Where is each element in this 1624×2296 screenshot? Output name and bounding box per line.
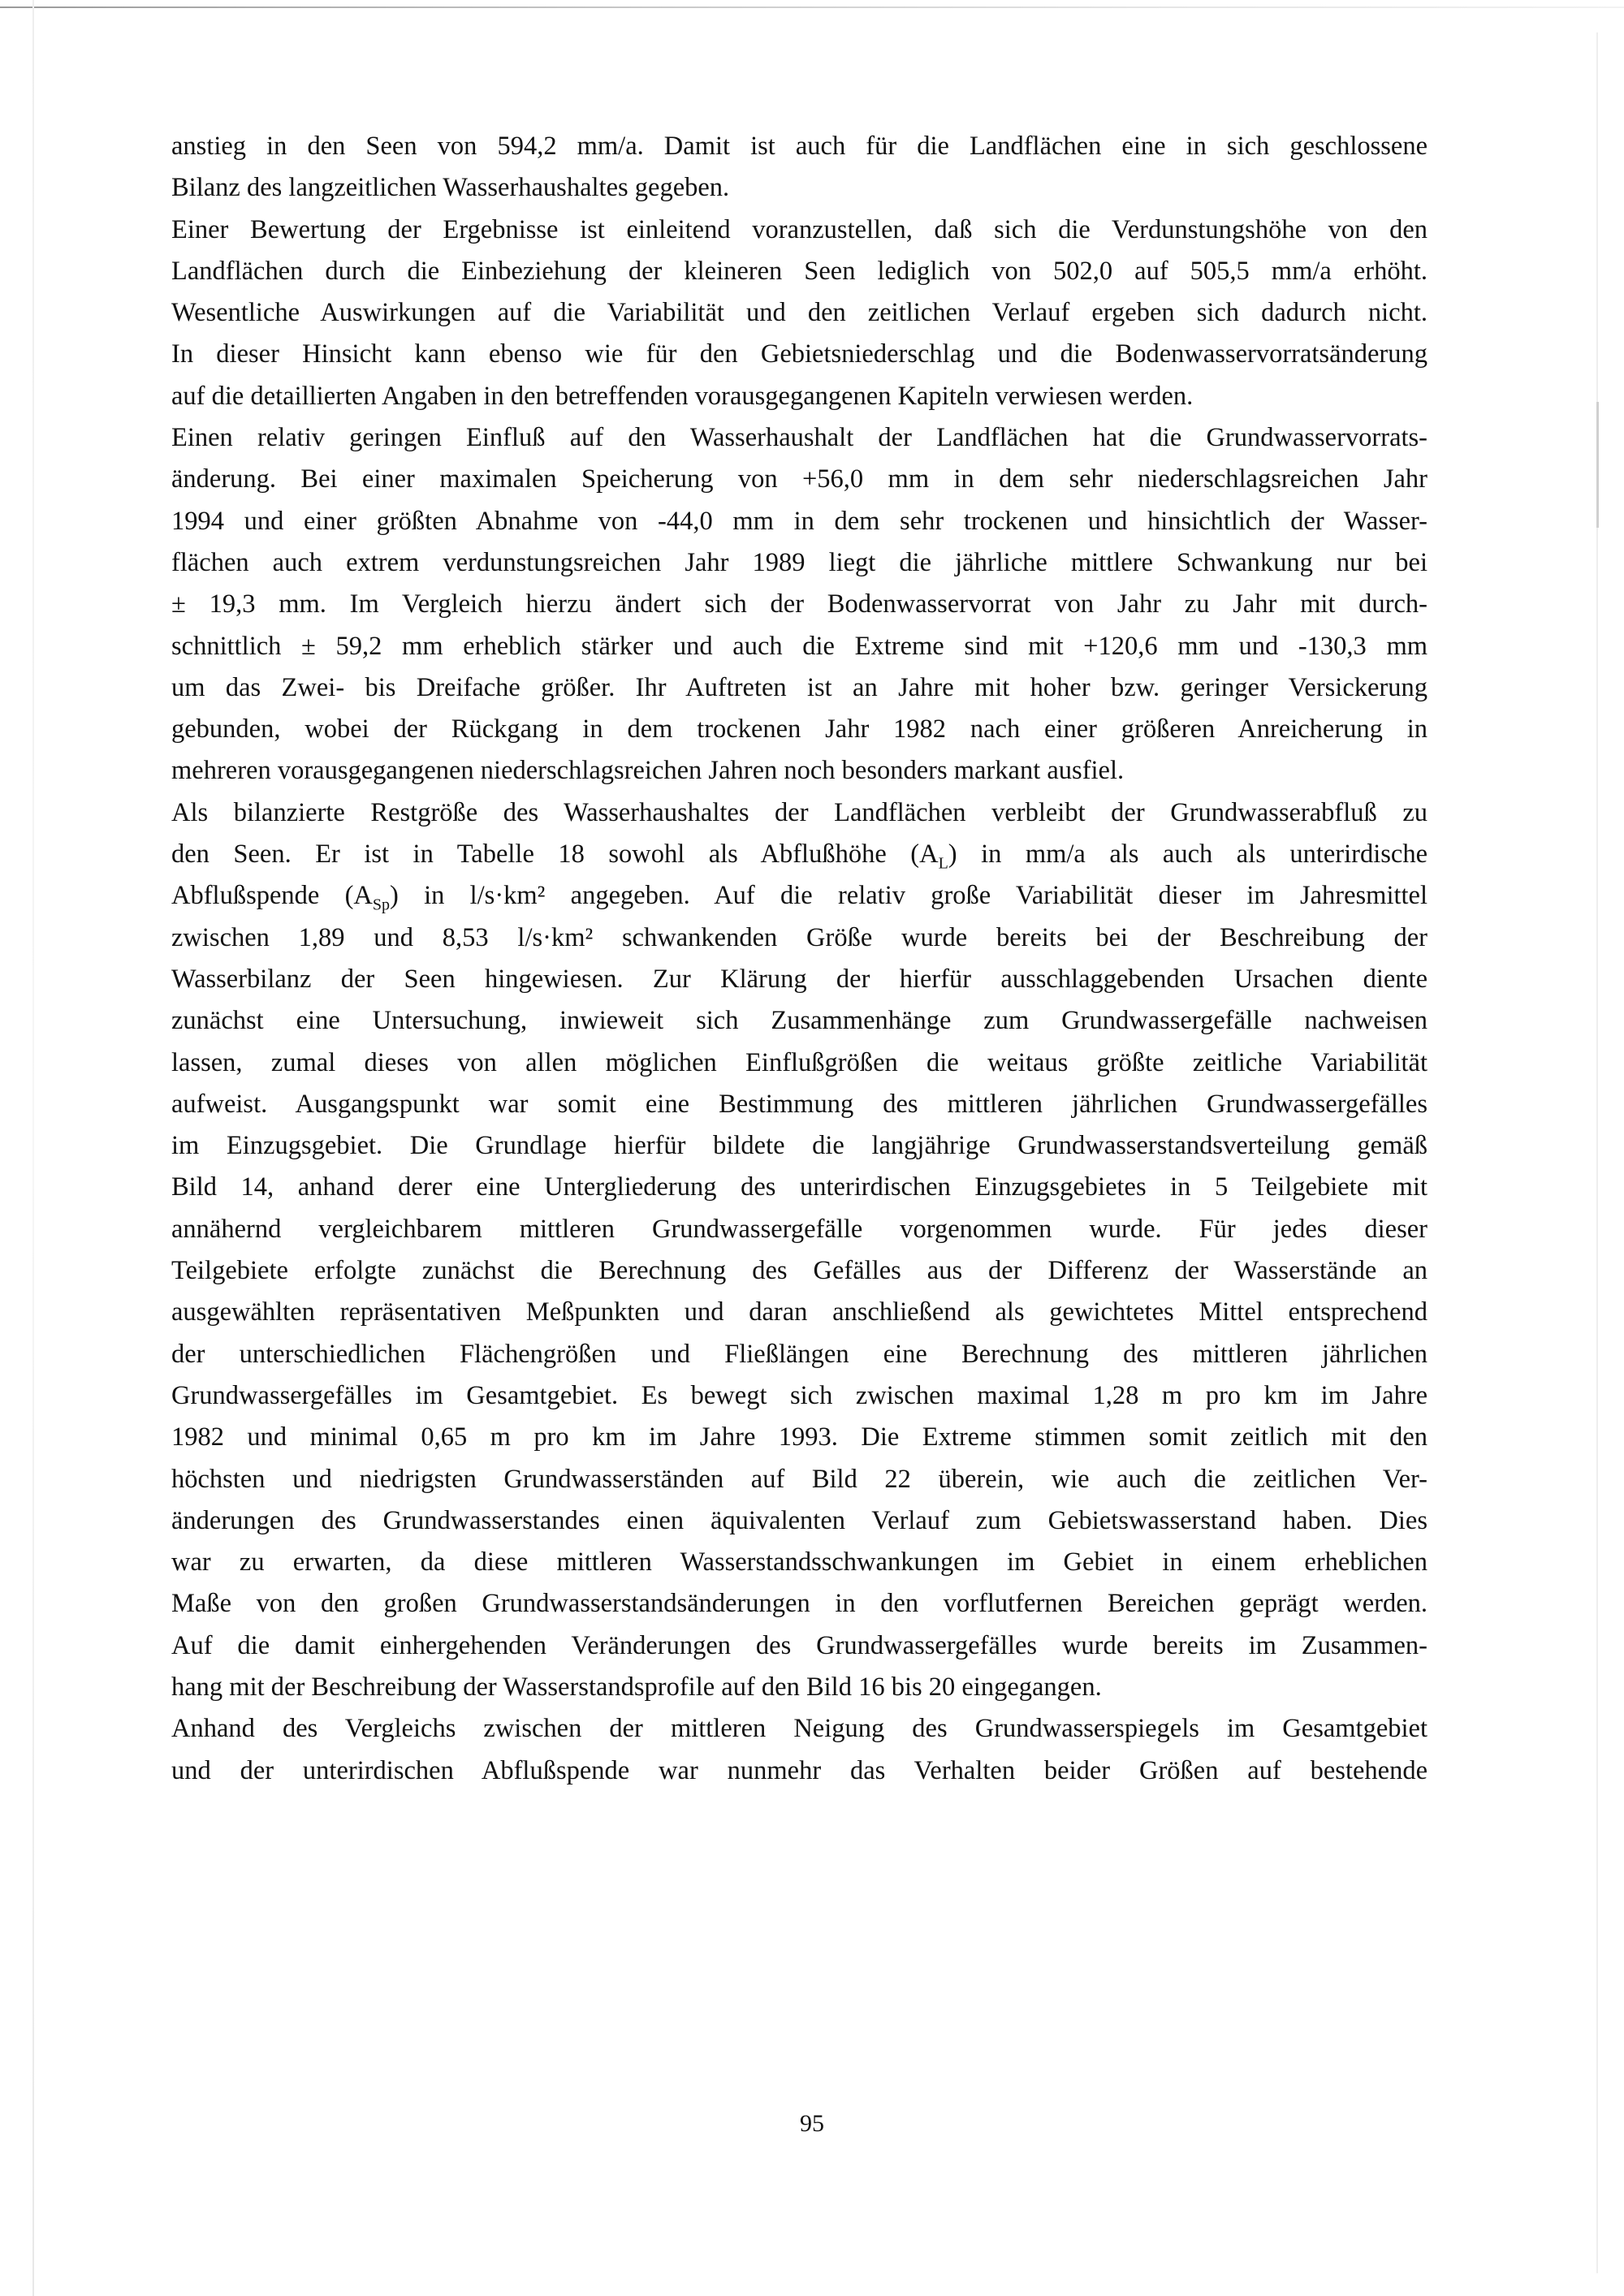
text-line: annähernd vergleichbarem mittleren Grundwassergefälle vorgenommen wurde. Für jedes dieser xyxy=(171,1214,1427,1244)
text-line: schnittlich ± 59,2 mm erheblich stärker und auch die Extreme sind mit +120,6 mm und -130,3 mm xyxy=(171,631,1427,661)
text-line: In dieser Hinsicht kann ebenso wie für den Gebietsniederschlag und die Bodenwasservorratsänderung xyxy=(171,339,1427,369)
text-line: auf die detaillierten Angaben in den betreffenden vorausgegangenen Kapiteln verwiesen werden. xyxy=(171,381,1194,411)
scan-mark-right xyxy=(1596,402,1599,528)
text-line: mehreren vorausgegangenen niederschlagsreichen Jahren noch besonders markant ausfiel. xyxy=(171,756,1125,786)
text-line: Bild 14, anhand derer eine Untergliederung des unterirdischen Einzugsgebietes in 5 Teilgebiete mit xyxy=(171,1172,1427,1202)
body-text xyxy=(171,126,1427,1792)
text-line: Wasserbilanz der Seen hingewiesen. Zur Klärung der hierfür ausschlaggebenden Ursachen diente xyxy=(171,964,1427,994)
text-line: änderungen des Grundwasserstandes einen äquivalenten Verlauf zum Gebietswasserstand haben. Dies xyxy=(171,1505,1427,1535)
text-line: ± 19,3 mm. Im Vergleich hierzu ändert sich der Bodenwasservorrat von Jahr zu Jahr mit durch- xyxy=(171,589,1427,619)
scan-edge-top xyxy=(0,6,1624,8)
text-line: Wesentliche Auswirkungen auf die Variabilität und den zeitlichen Verlauf ergeben sich dadurch nicht. xyxy=(171,298,1427,328)
text-line: Landflächen durch die Einbeziehung der kleineren Seen lediglich von 502,0 auf 505,5 mm/a erhöht. xyxy=(171,256,1427,286)
text-line: Auf die damit einhergehenden Veränderungen des Grundwassergefälles wurde bereits im Zusammen- xyxy=(171,1630,1427,1660)
scan-edge-left xyxy=(32,0,34,2296)
text-line: Anhand des Vergleichs zwischen der mittleren Neigung des Grundwasserspiegels im Gesamtgebiet xyxy=(171,1714,1427,1744)
text-line: Abflußspende $(A_{Sp})$ in l/s·km² angegeben. Auf die relativ große Variabilität dieser im Jahresmittel xyxy=(171,881,1427,914)
text-line: hang mit der Beschreibung der Wasserstandsprofile auf den Bild 16 bis 20 eingegangen. xyxy=(171,1672,1102,1702)
text-line: ausgewählten repräsentativen Meßpunkten und daran anschließend als gewichtetes Mittel entsprechend xyxy=(171,1297,1427,1327)
scan-edge-right xyxy=(1596,32,1598,2273)
text-line: im Einzugsgebiet. Die Grundlage hierfür bildete die langjährige Grundwasserstandsverteilung gemäß xyxy=(171,1131,1427,1161)
text-line: Maße von den großen Grundwasserstandsänderungen in den vorflutfernen Bereichen geprägt werden. xyxy=(171,1589,1427,1619)
text-line: gebunden, wobei der Rückgang in dem trockenen Jahr 1982 nach einer größeren Anreicherung in xyxy=(171,714,1427,744)
text-line: um das Zwei- bis Dreifache größer. Ihr Auftreten ist an Jahre mit hoher bzw. geringer Versickerung xyxy=(171,672,1427,702)
text-line: und der unterirdischen Abflußspende war nunmehr das Verhalten beider Größen auf bestehende xyxy=(171,1755,1427,1785)
text-line: lassen, zumal dieses von allen möglichen Einflußgrößen die weitaus größte zeitliche Variabilität xyxy=(171,1047,1427,1077)
text-line: anstieg in den Seen von 594,2 mm/a. Damit ist auch für die Landflächen eine in sich geschlossene xyxy=(171,132,1427,161)
text-line: zwischen 1,89 und 8,53 l/s·km² schwankenden Größe wurde bereits bei der Beschreibung der xyxy=(171,922,1427,952)
text-line: war zu erwarten, da diese mittleren Wasserstandsschwankungen im Gebiet in einem erheblichen xyxy=(171,1547,1427,1577)
text-line: Teilgebiete erfolgte zunächst die Berechnung des Gefälles aus der Differenz der Wasserstände an xyxy=(171,1256,1427,1286)
text-line: zunächst eine Untersuchung, inwieweit sich Zusammenhänge zum Grundwassergefälle nachweisen xyxy=(171,1006,1427,1036)
text-line: Grundwassergefälles im Gesamtgebiet. Es bewegt sich zwischen maximal 1,28 m pro km im Jahre xyxy=(171,1380,1427,1410)
text-line: Einen relativ geringen Einfluß auf den Wasserhaushalt der Landflächen hat die Grundwasservorrats- xyxy=(171,423,1427,453)
page-number: 95 xyxy=(800,2110,824,2137)
text-line: 1982 und minimal 0,65 m pro km im Jahre 1993. Die Extreme stimmen somit zeitlich mit den xyxy=(171,1422,1427,1452)
text-line: änderung. Bei einer maximalen Speicherung von +56,0 mm in dem sehr niederschlagsreichen Jahr xyxy=(171,464,1427,494)
text-line: den Seen. Er ist in Tabelle 18 sowohl als Abflußhöhe $(A_L)$ in mm/a als auch als unterirdische xyxy=(171,839,1427,873)
text-line: der unterschiedlichen Flächengrößen und Fließlängen eine Berechnung des mittleren jährlichen xyxy=(171,1339,1427,1369)
text-line: Einer Bewertung der Ergebnisse ist einleitend voranzustellen, daß sich die Verdunstungshöhe von den xyxy=(171,214,1427,244)
text-line: Bilanz des langzeitlichen Wasserhaushaltes gegeben. xyxy=(171,173,730,203)
text-line: flächen auch extrem verdunstungsreichen Jahr 1989 liegt die jährliche mittlere Schwankung nur bei xyxy=(171,547,1427,577)
text-line: Als bilanzierte Restgröße des Wasserhaushaltes der Landflächen verbleibt der Grundwasserabfluß zu xyxy=(171,797,1427,827)
text-line: aufweist. Ausgangspunkt war somit eine Bestimmung des mittleren jährlichen Grundwassergefälles xyxy=(171,1089,1427,1119)
text-line: 1994 und einer größten Abnahme von -44,0 mm in dem sehr trockenen und hinsichtlich der Wasser- xyxy=(171,506,1427,536)
text-line: höchsten und niedrigsten Grundwasserständen auf Bild 22 überein, wie auch die zeitlichen Ver- xyxy=(171,1464,1427,1494)
